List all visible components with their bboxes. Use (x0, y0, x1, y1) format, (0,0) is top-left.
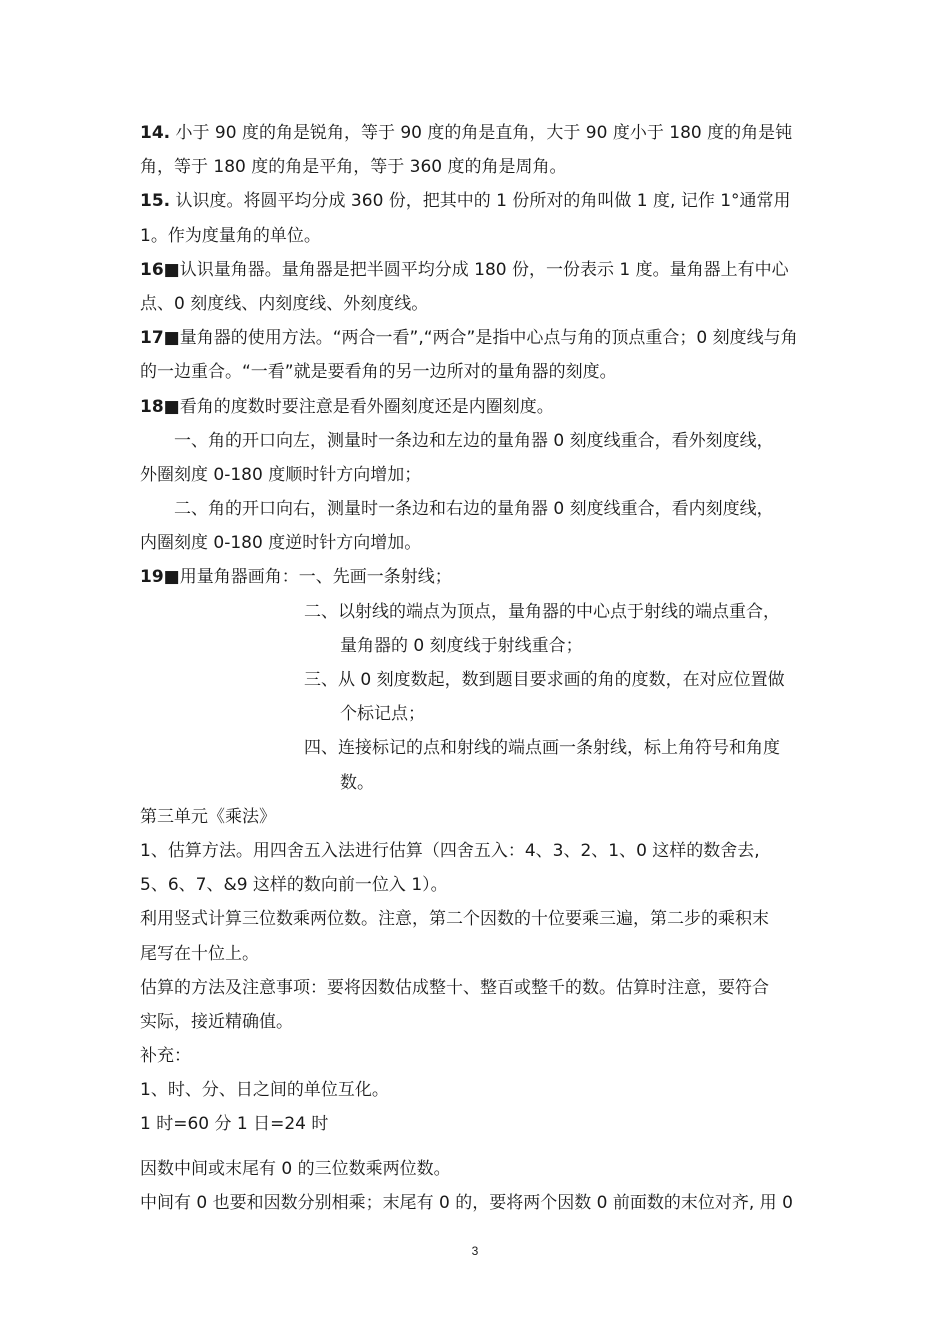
supplement-item-zero-detail: 中间有 0 也要和因数分别相乘；末尾有 0 的，要将两个因数 0 前面数的末位对齐, 用 0 (140, 1192, 793, 1213)
item-15-line-2: 1。作为度量角的单位。 (140, 225, 321, 246)
item-18-point-1-cont: 外圈刻度 0-180 度顺时针方向增加； (140, 464, 422, 485)
page-number: 3 (471, 1244, 479, 1258)
unit-3-para-2: 利用竖式计算三位数乘两位数。注意，第二个因数的十位要乘三遍，第二步的乘积末 (140, 909, 769, 930)
page-body (140, 116, 820, 1220)
item-19-step-2: 二、以射线的端点为顶点，量角器的中心点于射线的端点重合， (304, 601, 780, 622)
item-16-line-1 (140, 253, 820, 287)
unit-3-para-1-cont: 5、6、7、&9 这样的数向前一位入 1）。 (140, 875, 448, 896)
item-number: 19■ (140, 567, 180, 588)
item-16-line-2: 点、0 刻度线、内刻度线、外刻度线。 (140, 293, 429, 314)
item-text: 看角的度数时要注意是看外圈刻度还是内圈刻度。 (179, 396, 554, 417)
item-18-point-1: 一、角的开口向左，测量时一条边和左边的量角器 0 刻度线重合，看外刻度线， (174, 430, 774, 451)
item-17-line-2: 的一边重合。“一看”就是要看角的另一边所对的量角器的刻度。 (140, 362, 617, 383)
item-text: 认识度。将圆平均分成 360 份，把其中的 1 份所对的角叫做 1 度, 记作 1°通常用 (170, 191, 791, 212)
unit-3-para-3-cont: 实际，接近精确值。 (140, 1011, 293, 1032)
item-number: 14. (140, 123, 171, 143)
supplement-item-1: 1、时、分、日之间的单位互化。 (140, 1080, 389, 1101)
item-17-line-1 (140, 321, 820, 355)
item-number: 15. (140, 191, 171, 212)
item-19-step-3: 三、从 0 刻度数起，数到题目要求画的角的度数，在对应位置做 (304, 670, 785, 690)
unit-3-para-1: 1、估算方法。用四舍五入法进行估算（四舍五入：4、3、2、1、0 这样的数舍去, (140, 840, 760, 861)
item-text: 用量角器画角：一、先画一条射线； (179, 567, 452, 588)
item-19-line-1 (140, 560, 820, 594)
supplement-heading: 补充： (140, 1046, 191, 1067)
item-18-point-2-cont: 内圈刻度 0-180 度逆时针方向增加。 (140, 533, 422, 554)
item-number: 18■ (140, 396, 180, 417)
item-18-point-2: 二、角的开口向右，测量时一条边和右边的量角器 0 刻度线重合，看内刻度线， (174, 499, 774, 520)
unit-3-para-3: 估算的方法及注意事项：要将因数估成整十、整百或整千的数。估算时注意，要符合 (140, 977, 769, 998)
item-19-step-4: 四、连接标记的点和射线的端点画一条射线，标上角符号和角度 (304, 738, 780, 759)
supplement-time-units: 1 时=60 分 1 日=24 时 (140, 1114, 329, 1135)
item-text: 认识量角器。量角器是把半圆平均分成 180 份，一份表示 1 度。量角器上有中心 (179, 259, 789, 280)
item-text: 小于 90 度的角是锐角，等于 90 度的角是直角，大于 90 度小于 180 度的角是钝 (170, 123, 793, 143)
item-18-line-1 (140, 390, 820, 424)
item-14-line-2: 角，等于 180 度的角是平角，等于 360 度的角是周角。 (140, 157, 567, 178)
item-15-line-1 (140, 184, 820, 218)
spacer (140, 1142, 820, 1152)
unit-3-title: 第三单元《乘法》 (140, 806, 276, 827)
item-text: 量角器的使用方法。“两合一看”,“两合”是指中心点与角的顶点重合；0 刻度线与角 (179, 328, 798, 349)
item-19-step-4-cont: 数。 (340, 772, 374, 793)
supplement-item-zero: 因数中间或末尾有 0 的三位数乘两位数。 (140, 1158, 451, 1179)
item-number: 17■ (140, 328, 180, 349)
unit-3-para-2-cont: 尾写在十位上。 (140, 943, 259, 964)
item-14-line-1 (140, 116, 820, 150)
item-number: 16■ (140, 259, 180, 280)
item-19-step-2-cont: 量角器的 0 刻度线于射线重合； (340, 635, 583, 656)
item-19-step-3-cont: 个标记点； (340, 704, 425, 725)
